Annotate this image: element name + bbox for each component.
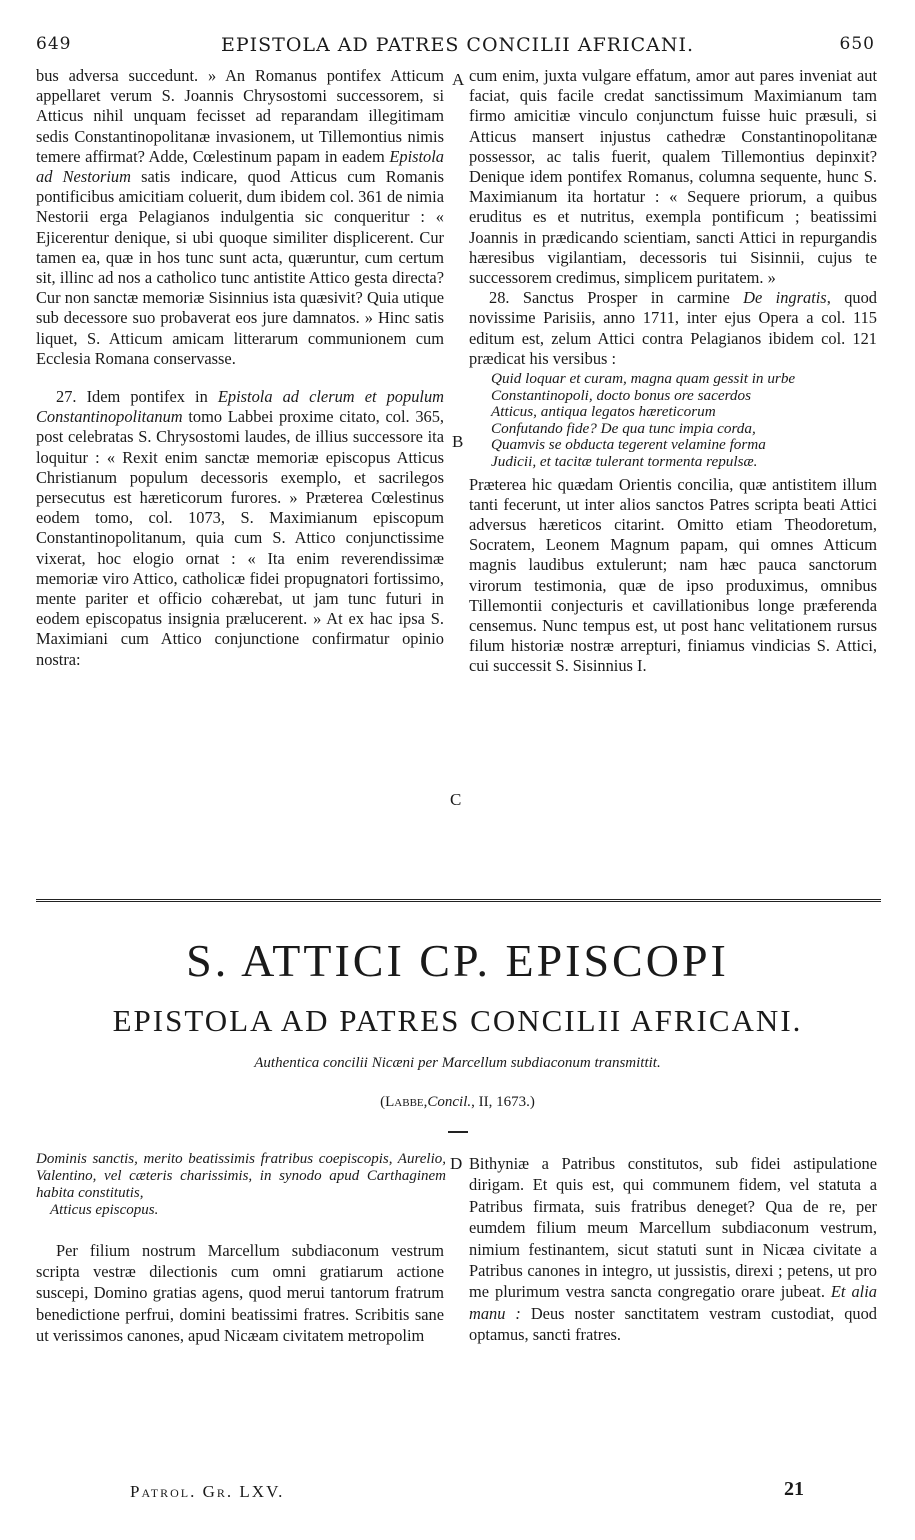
margin-marker-c: C	[450, 790, 462, 809]
page-number-right: 650	[839, 34, 875, 54]
verse-block	[469, 371, 877, 471]
section-subtitle-title: EPISTOLA AD PATRES CONCILII AFRICANI.	[112, 1003, 803, 1038]
letter-right-column	[469, 1153, 877, 1346]
letter-salutation: Dominis sanctis, merito beatissimis fratribus coepiscopis, Aurelio, Valentino, vel cæteris charissimis, in synodo apud Carthaginem habita constitutis, Atticus episcopus.	[36, 1151, 446, 1218]
running-title: EPISTOLA AD PATRES CONCILII AFRICANI.	[220, 34, 695, 56]
section-divider	[36, 899, 881, 902]
letter-paragraph: Bithyniæ a Patribus constitutos, sub fidei astipulatione dirigam. Et quis est, qui communem fidem, vel statuta a Patribus firmata, suis fratribus deneget? Qua de re, per eumdem filium meum Marcellum subdiaconum vestrum, nimium festinantem, sicut statuti sunt in Nicæa civitate a Patribus canones in integro, ut jussistis, direxi ; petens, ut pro me plurimum vestra sancta congregatio orare jubeat. Et alia manu : Deus noster sanctitatem vestram custodiat, quod optamus, sancti fratres.	[469, 1154, 877, 1345]
upper-right-column	[469, 66, 877, 677]
section-title: S. ATTICI CP. EPISCOPI	[186, 935, 729, 986]
footer-signature-number: 21	[784, 1478, 804, 1500]
verse-line: Quid loquar et curam, magna quam gessit in urbe	[491, 370, 796, 388]
verse-line: Confutando fide? De qua tunc impia corda,	[491, 419, 756, 437]
margin-marker-d: D	[450, 1154, 463, 1173]
running-head	[0, 30, 915, 60]
letter-paragraph: Per filium nostrum Marcellum subdiaconum vestrum scripta vestræ dilectionis cum omni gratiarum actione suscepi, Domino gratias agens, quod merui tantorum fratrum benedictione perfrui, domini beatissimi fratres. Scribitis sane ut verissimos canones, apud Nicæam civitatem metropolim	[36, 1241, 444, 1345]
footer-volume: Patrol. Gr. LXV.	[130, 1482, 285, 1501]
source-citation: (Labbe,Concil., II, 1673.)	[380, 1094, 535, 1110]
paragraph-28: 28. Sanctus Prosper in carmine De ingratis, quod novissime Parisiis, anno 1711, inter ejus Opera a col. 115 editum est, zelum Attici contra Pelagianos ibidem col. 121 prædicat his versibus :	[469, 288, 877, 368]
letter-left-column	[36, 1240, 444, 1346]
verse-line: Constantinopoli, docto bonus ore sacerdos	[491, 386, 752, 404]
short-rule	[448, 1131, 468, 1133]
paragraph: Præterea hic quædam Orientis concilia, quæ antistitem illum tanti fecerunt, ut inter alios sanctos Patres scripta beati Attici adversus hæreticos citarint. Omitto etiam Theodoretum, Socratem, Leonem Magnum papam, qui omnes Atticum magnis laudibus extulerunt; nam hæc pauca sanctorum virorum testimonia, quæ de ipso produximus, omnibus Tillemontii conjecturis et cavillationibus longe præferenda censemus. Nunc tempus est, ut post hanc velitationem rursus filum historiæ nostræ arrepturi, finiamus vindicias S. Attici, cui successit S. Sisinnius I.	[469, 474, 877, 676]
paragraph: bus adversa succedunt. » An Romanus pontifex Atticum appellaret verum S. Joannis Chrysostomi successorem, si Atticus nihil unquam fecisset ad reparandam illegitimam sedis Constantinopolitanæ invasionem, ut Tillemontius nimis temere affirmat? Adde, Cœlestinum papam in eadem Epistola ad Nestorium satis indicare, quod Atticus cum Romanis pontificibus amicitiam coluerit, dum ibidem col. 361 de nimia Nestorii erga Pelagianos indulgentia sic conqueritur : « Ejicerentur denique, si ubi quoque similiter displicerent. Cur tamen ea, quæ in hos tunc sunt acta, quæruntur, cum certum sit, illinc ad nos a catholico tunc antistite Attico gesta directa? Cur non sanctæ memoriæ Sisinnius ista quæsivit? Quia utique sub decessore suo probaverat eos jure damnatos. » Hinc satis liquet, S. Atticum amicam litterarum communionem cum Ecclesia Romana conservasse.	[36, 66, 444, 368]
verse-line: Quamvis se obducta tegerent velamine forma	[491, 436, 766, 454]
verse-line: Atticus, antiqua legatos hæreticorum	[491, 403, 716, 421]
margin-marker-a: A	[452, 70, 465, 89]
page-number-left: 649	[36, 34, 72, 54]
paragraph: cum enim, juxta vulgare effatum, amor aut pares inveniat aut faciat, quis facile credat sanctissimum Maximianum tam firmo amicitiæ vinculo conjunctum fuisse huic præsuli, si Atticus mansert injustus cathedræ Constantinopolitanæ possessor, ac talis fuerit, qualem Tillemontius depinxit? Denique idem pontifex Romanus, columna sequente, hunc S. Maximianum ita hortatur : « Sequere priorum, a quibus eruditus es et nutritus, exempla pontificum ; beatissimi Joannis in prædicando scientiam, sancti Attici in repurgandis hæresibus vigilantiam, decessoris tui Sisinnii, cujus te successorem credimus, simplicem puritatem. »	[469, 66, 877, 288]
section-description: Authentica concilii Nicæni per Marcellum subdiaconum transmittit.	[254, 1055, 661, 1071]
margin-marker-b: B	[452, 432, 464, 451]
upper-left-column	[36, 66, 444, 670]
verse-line: Judicii, et tacitæ tulerant tormenta repulsæ.	[491, 453, 758, 471]
paragraph-27: 27. Idem pontifex in Epistola ad clerum et populum Constantinopolitanum tomo Labbei proxime citato, col. 365, post celebratas S. Chrysostomi laudes, de illius successore ita loquitur : « Rexit enim sanctæ memoriæ episcopus Atticus Christianum populum decessoris exemplo, et sacrilegos persecutus est hæreticorum furores. » Præterea Cœlestinus eodem tomo, col. 1073, S. Maximianum episcopum Constantinopolitanum, quia cum S. Attico conjunctissime vixerat, hoc elogio ornat : « Ita enim reverendissimæ memoriæ viro Attico, catholicæ fidei propugnatori fortissimo, mente pariter et officio cohærebat, ut jam tunc futuri in eodem episcopatus insignia prælucerent. » At ex hac ipsa S. Maximiani cum Attico conjunctione confirmatur opinio nostra:	[36, 387, 444, 669]
